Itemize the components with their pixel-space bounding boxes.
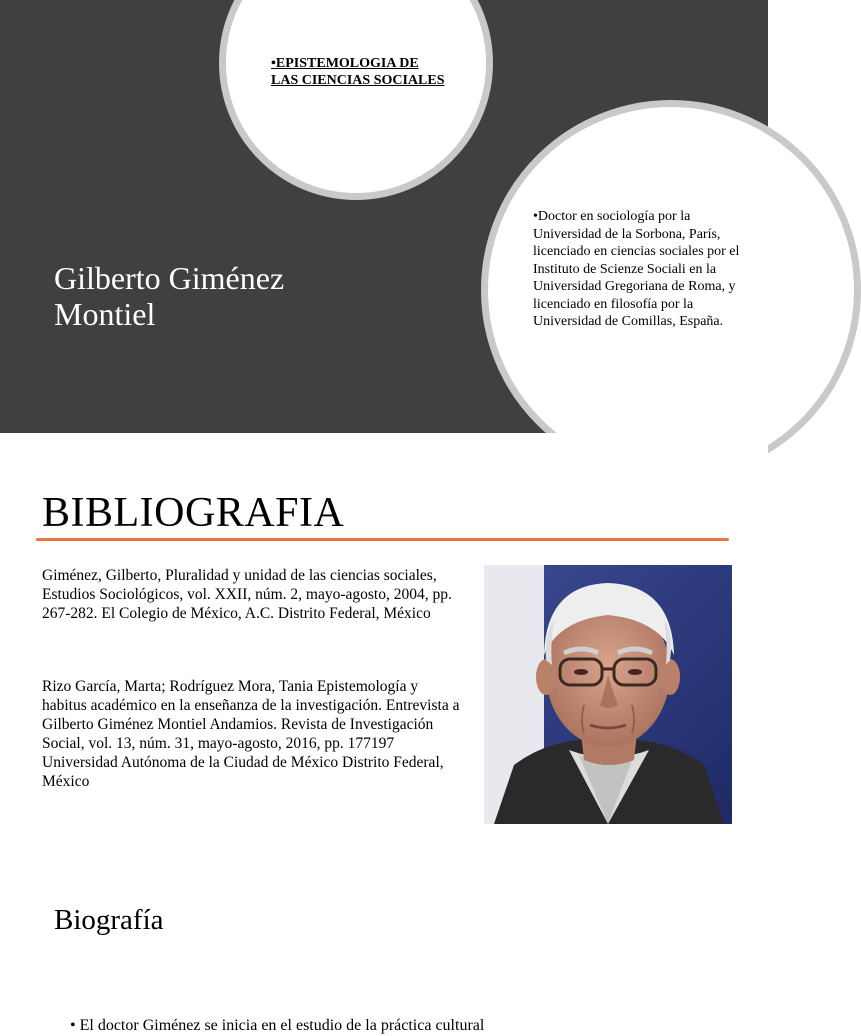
author-credentials: •Doctor en sociología por la Universidad de la Sorbona, París, licenciado en ciencias sociales por el Instituto de Scienze Sociali en la Universidad Gregoriana de Roma, y licenciado en filosofía por la Universidad de Comillas, España. [533,209,740,329]
portrait-photo [484,565,732,824]
biography-title: Biografía [54,904,164,936]
biography-first-line: • El doctor Giménez se inicia en el estudio de la práctica cultural [70,1017,485,1034]
bibliography-title: BIBLIOGRAFIA [42,490,345,536]
topic-title: •EPISTEMOLOGIA DE LAS CIENCIAS SOCIALES [271,56,445,88]
reference-1: Giménez, Gilberto, Pluralidad y unidad de las ciencias sociales, Estudios Sociológicos, vol. XXII, núm. 2, mayo-agosto, 2004, pp. 267-282. El Colegio de México, A.C. Distrito Federal, México [42,567,452,622]
title-underline [36,538,729,541]
author-name: Gilberto Giménez Montiel [54,260,285,332]
reference-2: Rizo García, Marta; Rodríguez Mora, Tania Epistemología y habitus académico en la enseñanza de la investigación. Entrevista a Gilberto Giménez Montiel Andamios. Revista de Investigación Social, vol. 13, núm. 31, mayo-agosto, 2016, pp. 177197 Universidad Autónoma de la Ciudad de México Distrito Federal, México [42,678,460,790]
portrait-illustration [484,565,732,824]
top-circle [219,0,493,200]
